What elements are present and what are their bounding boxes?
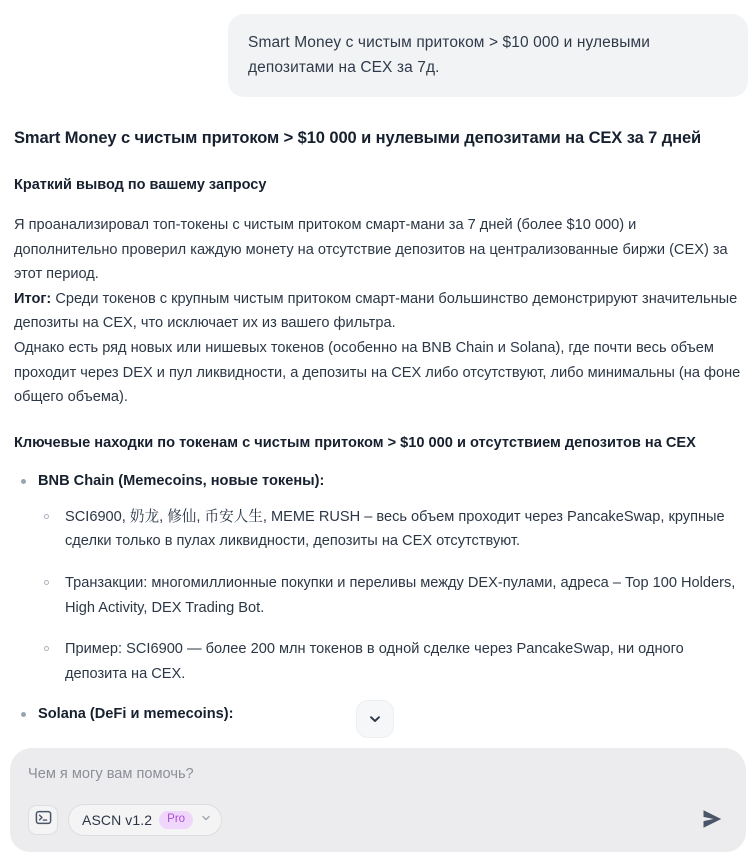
composer-container bbox=[0, 748, 756, 862]
assistant-answer bbox=[8, 127, 748, 725]
sub-item-text: Транзакции: многомиллионные покупки и переливы между DEX-пулами, адреса – Top 100 Holders, High Activity, DEX Trading Bot. bbox=[65, 574, 736, 616]
bullet-icon bbox=[21, 712, 26, 717]
chevron-down-icon bbox=[368, 712, 382, 726]
composer-tools bbox=[28, 804, 222, 836]
answer-paragraph-2-text: Среди токенов с крупным чистым притоком смарт-мани большинство демонстрируют значительные депозиты на CEX, что исключает их из вашего фильтра. bbox=[14, 290, 738, 332]
sub-item-text: Пример: SCI6900 — более 200 млн токенов в одной сделке через PancakeSwap, ни одного депозита на CEX. bbox=[65, 641, 684, 682]
terminal-icon bbox=[35, 809, 52, 831]
chevron-down-icon bbox=[200, 811, 212, 829]
terminal-button[interactable] bbox=[28, 805, 58, 835]
findings-sublist bbox=[38, 505, 742, 687]
list-item bbox=[14, 470, 742, 687]
answer-section-heading: Ключевые находки по токенам с чистым притоком > $10 000 и отсутствием депозитов на CEX bbox=[14, 434, 696, 451]
answer-paragraph-2 bbox=[14, 287, 742, 336]
group-label: BNB Chain (Memecoins, новые токены): bbox=[38, 472, 325, 489]
pro-badge: Pro bbox=[159, 811, 193, 829]
answer-title: Smart Money с чистым притоком > $10 000 и нулевыми депозитами на CEX за 7 дней bbox=[14, 129, 702, 147]
answer-paragraph-1: Я проанализировал топ-токены с чистым притоком смарт-мани за 7 дней (более $10 000) и дополнительно проверил каждую монету на отсутствие депозитов на централизованные биржи (CEX) за этот период. bbox=[14, 217, 728, 283]
answer-paragraph-2-label: Итог: bbox=[14, 290, 52, 307]
composer[interactable] bbox=[10, 748, 746, 852]
send-icon bbox=[699, 806, 725, 835]
message-input[interactable] bbox=[28, 764, 728, 784]
group-label: Solana (DeFi и memecoins): bbox=[38, 706, 234, 723]
answer-paragraph-3: Однако есть ряд новых или нишевых токенов (особенно на BNB Chain и Solana), где почти весь объем проходит через DEX и пул ликвидности, а депозиты на CEX либо отсутствуют, либо минимальны (на фоне общего объема). bbox=[14, 339, 741, 406]
list-item bbox=[38, 637, 742, 686]
answer-subtitle: Краткий вывод по вашему запросу bbox=[14, 177, 267, 193]
bullet-icon bbox=[44, 514, 49, 519]
bullet-icon bbox=[44, 580, 49, 585]
user-message-bubble: Smart Money с чистым притоком > $10 000 и нулевыми депозитами на CEX за 7д. bbox=[228, 14, 748, 97]
model-selector[interactable] bbox=[68, 804, 222, 836]
model-name-label: ASCN v1.2 bbox=[82, 812, 153, 828]
user-message-row bbox=[8, 14, 748, 97]
list-item bbox=[38, 571, 742, 620]
findings-list bbox=[14, 470, 742, 726]
send-button[interactable] bbox=[696, 804, 728, 836]
bullet-icon bbox=[21, 479, 26, 484]
list-item bbox=[38, 505, 742, 554]
scroll-to-bottom-button[interactable] bbox=[356, 700, 394, 738]
bullet-icon bbox=[44, 646, 49, 651]
sub-item-text: SCI6900, 奶龙, 修仙, 币安人生, MEME RUSH – весь объем проходит через PancakeSwap, крупные сделки только в пулах ликвидности, депозиты на CEX отсутствуют. bbox=[65, 508, 725, 550]
